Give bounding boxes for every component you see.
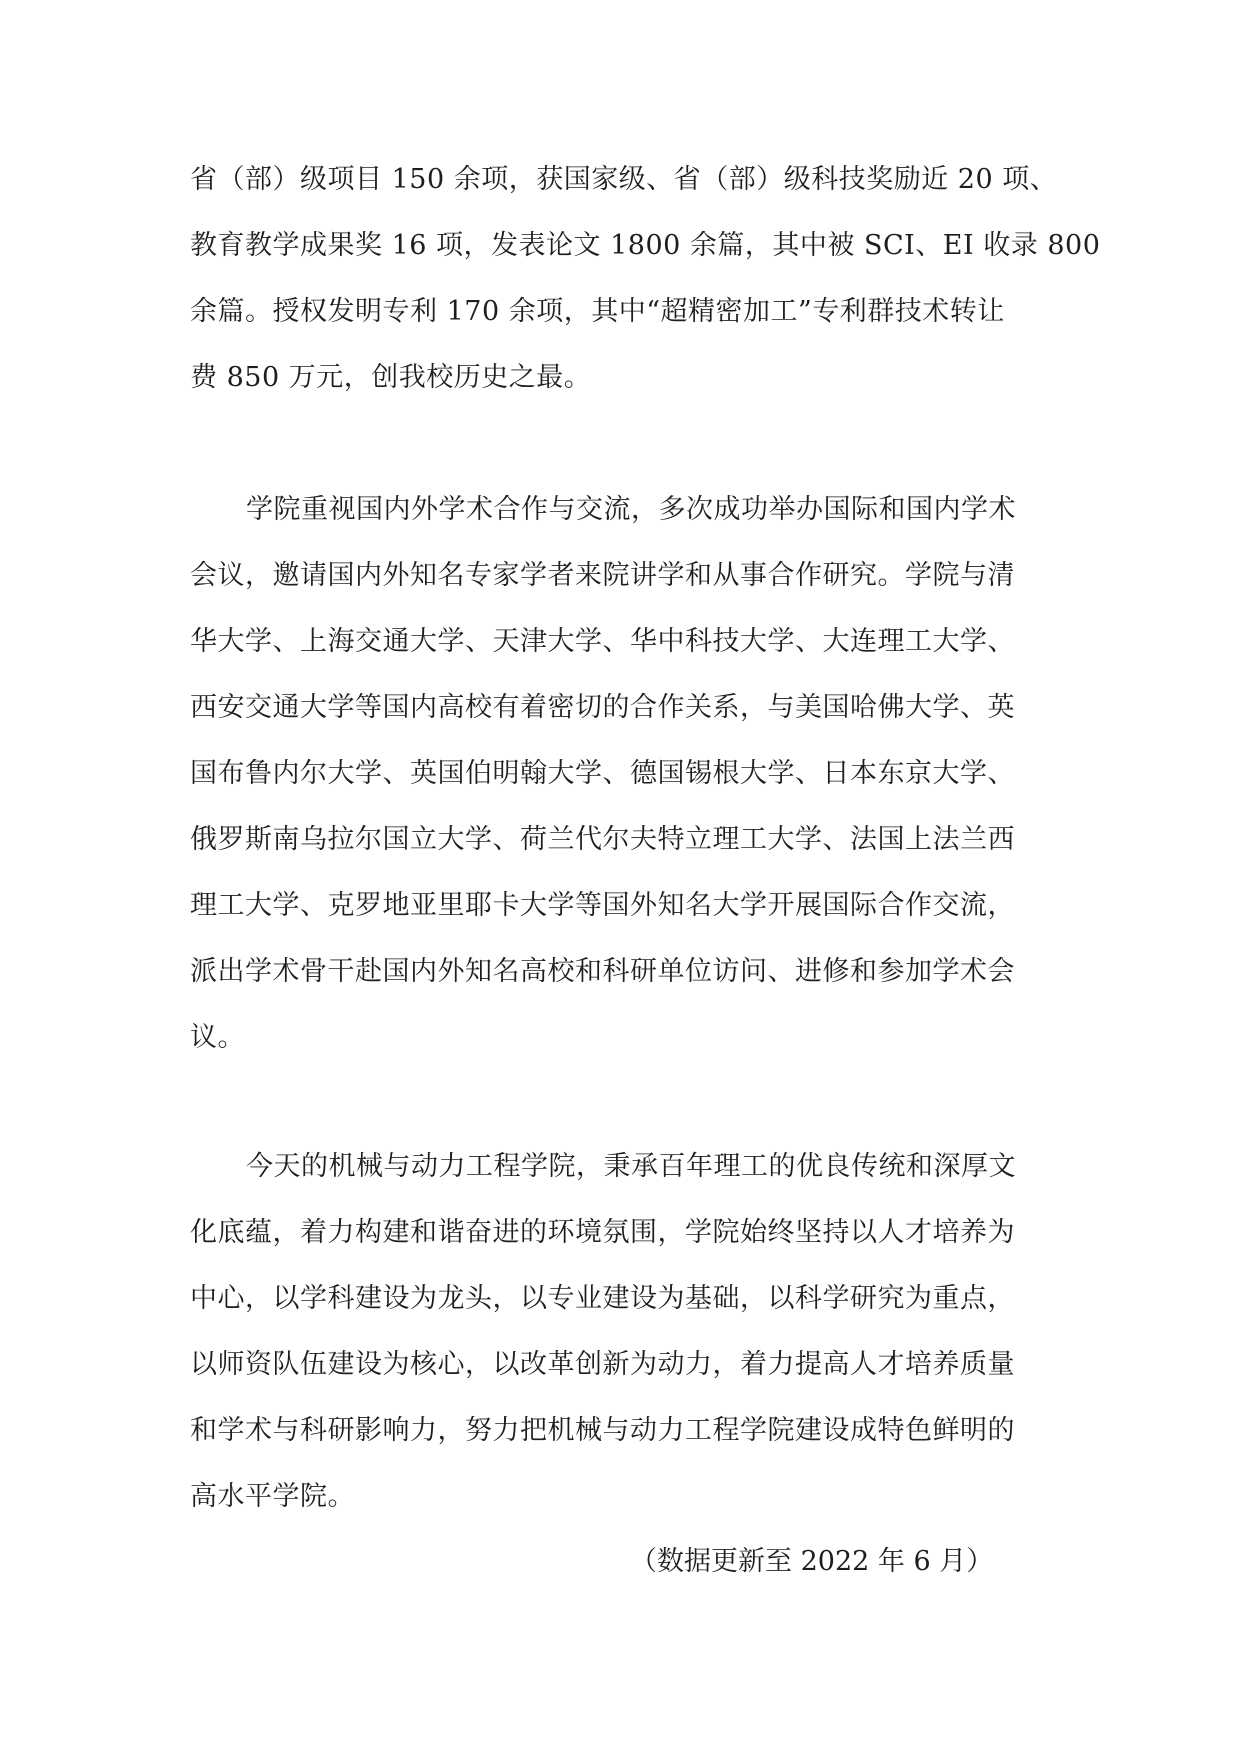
paragraph-line: 会议，邀请国内外知名专家学者来院讲学和从事合作研究。学院与清 <box>190 560 1015 591</box>
paragraph-line: 学院重视国内外学术合作与交流，多次成功举办国际和国内学术 <box>246 494 1016 525</box>
paragraph-line: 以师资队伍建设为核心，以改革创新为动力，着力提高人才培养质量 <box>190 1349 1015 1380</box>
paragraph-line: 教育教学成果奖 16 项，发表论文 1800 余篇，其中被 SCI、EI 收录 800 <box>190 230 1101 261</box>
paragraph-line: 派出学术骨干赴国内外知名高校和科研单位访问、进修和参加学术会 <box>190 956 1015 987</box>
paragraph-line: 国布鲁内尔大学、英国伯明翰大学、德国锡根大学、日本东京大学、 <box>190 758 1015 789</box>
paragraph-line: 和学术与科研影响力，努力把机械与动力工程学院建设成特色鲜明的 <box>190 1415 1015 1446</box>
paragraph-line: 中心，以学科建设为龙头，以专业建设为基础，以科学研究为重点， <box>190 1283 1015 1314</box>
paragraph-line: 余篇。授权发明专利 170 余项，其中“超精密加工”专利群技术转让 <box>190 296 1005 327</box>
paragraph-line: 理工大学、克罗地亚里耶卡大学等国外知名大学开展国际合作交流， <box>190 890 1015 921</box>
paragraph-line: 议。 <box>190 1022 245 1053</box>
paragraph-line: 今天的机械与动力工程学院，秉承百年理工的优良传统和深厚文 <box>246 1151 1016 1182</box>
paragraph-line: 化底蕴，着力构建和谐奋进的环境氛围，学院始终坚持以人才培养为 <box>190 1217 1015 1248</box>
data-update-note: （数据更新至 2022 年 6 月） <box>630 1546 994 1577</box>
paragraph-line: 高水平学院。 <box>190 1481 355 1512</box>
paragraph-line: 省（部）级项目 150 余项，获国家级、省（部）级科技奖励近 20 项、 <box>190 164 1058 195</box>
paragraph-line: 俄罗斯南乌拉尔国立大学、荷兰代尔夫特立理工大学、法国上法兰西 <box>190 824 1015 855</box>
paragraph-line: 华大学、上海交通大学、天津大学、华中科技大学、大连理工大学、 <box>190 626 1015 657</box>
paragraph-line: 西安交通大学等国内高校有着密切的合作关系，与美国哈佛大学、英 <box>190 692 1015 723</box>
paragraph-line: 费 850 万元，创我校历史之最。 <box>190 362 592 393</box>
